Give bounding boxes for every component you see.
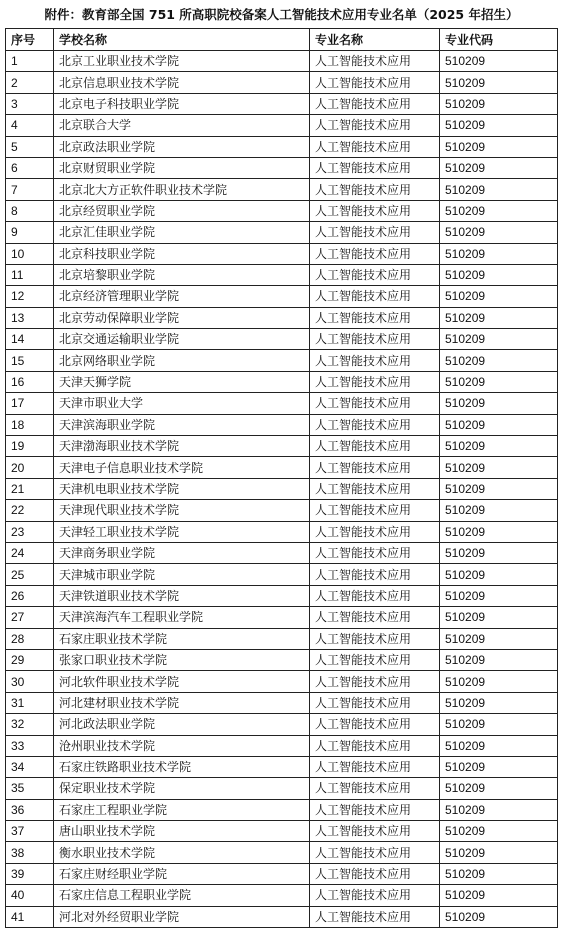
table-row: [6, 136, 558, 157]
major-name-cell: 人工智能技术应用: [310, 307, 440, 328]
major-name-cell: 人工智能技术应用: [310, 436, 440, 457]
school-name-cell: 北京信息职业技术学院: [54, 72, 310, 93]
serial-number-cell: 28: [6, 628, 54, 649]
major-code-cell: 510209: [440, 842, 558, 863]
serial-number-cell: 4: [6, 115, 54, 136]
table-row: [6, 478, 558, 499]
serial-number-cell: 40: [6, 885, 54, 906]
major-code-cell: 510209: [440, 585, 558, 606]
serial-number-cell: 26: [6, 585, 54, 606]
table-row: [6, 286, 558, 307]
major-name-cell: 人工智能技术应用: [310, 243, 440, 264]
major-code-cell: 510209: [440, 371, 558, 392]
major-name-cell: 人工智能技术应用: [310, 350, 440, 371]
table-row: [6, 51, 558, 72]
major-code-cell: 510209: [440, 778, 558, 799]
school-name-cell: 北京交通运输职业学院: [54, 329, 310, 350]
table-row: [6, 307, 558, 328]
table-row: [6, 906, 558, 927]
major-code-cell: 510209: [440, 200, 558, 221]
table-row: [6, 585, 558, 606]
major-code-cell: 510209: [440, 243, 558, 264]
school-name-cell: 天津市职业大学: [54, 393, 310, 414]
major-code-cell: 510209: [440, 436, 558, 457]
header-major-name: 专业名称: [310, 29, 440, 51]
serial-number-cell: 7: [6, 179, 54, 200]
school-name-cell: 北京工业职业技术学院: [54, 51, 310, 72]
school-name-cell: 沧州职业技术学院: [54, 735, 310, 756]
serial-number-cell: 36: [6, 799, 54, 820]
header-major-code: 专业代码: [440, 29, 558, 51]
school-name-cell: 北京培黎职业学院: [54, 264, 310, 285]
school-name-cell: 北京财贸职业学院: [54, 157, 310, 178]
major-code-cell: 510209: [440, 264, 558, 285]
school-name-cell: 天津滨海汽车工程职业学院: [54, 607, 310, 628]
serial-number-cell: 11: [6, 264, 54, 285]
school-name-cell: 天津商务职业学院: [54, 542, 310, 563]
major-name-cell: 人工智能技术应用: [310, 329, 440, 350]
serial-number-cell: 10: [6, 243, 54, 264]
table-row: [6, 200, 558, 221]
school-name-cell: 河北建材职业技术学院: [54, 692, 310, 713]
school-name-cell: 河北政法职业学院: [54, 714, 310, 735]
major-name-cell: 人工智能技术应用: [310, 72, 440, 93]
major-name-cell: 人工智能技术应用: [310, 93, 440, 114]
table-row: [6, 821, 558, 842]
serial-number-cell: 2: [6, 72, 54, 93]
major-code-cell: 510209: [440, 414, 558, 435]
major-name-cell: 人工智能技术应用: [310, 393, 440, 414]
school-name-cell: 天津机电职业技术学院: [54, 478, 310, 499]
major-name-cell: 人工智能技术应用: [310, 842, 440, 863]
major-code-cell: 510209: [440, 393, 558, 414]
school-name-cell: 石家庄工程职业学院: [54, 799, 310, 820]
major-name-cell: 人工智能技术应用: [310, 607, 440, 628]
table-row: [6, 692, 558, 713]
major-name-cell: 人工智能技术应用: [310, 179, 440, 200]
school-name-cell: 河北软件职业技术学院: [54, 671, 310, 692]
serial-number-cell: 31: [6, 692, 54, 713]
table-row: [6, 72, 558, 93]
serial-number-cell: 17: [6, 393, 54, 414]
major-code-cell: 510209: [440, 756, 558, 777]
serial-number-cell: 16: [6, 371, 54, 392]
serial-number-cell: 32: [6, 714, 54, 735]
school-name-cell: 北京北大方正软件职业技术学院: [54, 179, 310, 200]
table-row: [6, 500, 558, 521]
serial-number-cell: 27: [6, 607, 54, 628]
school-name-cell: 石家庄职业技术学院: [54, 628, 310, 649]
serial-number-cell: 35: [6, 778, 54, 799]
major-code-cell: 510209: [440, 457, 558, 478]
serial-number-cell: 18: [6, 414, 54, 435]
major-code-cell: 510209: [440, 821, 558, 842]
serial-number-cell: 29: [6, 649, 54, 670]
school-name-cell: 天津电子信息职业技术学院: [54, 457, 310, 478]
major-code-cell: 510209: [440, 179, 558, 200]
table-row: [6, 115, 558, 136]
major-code-cell: 510209: [440, 222, 558, 243]
serial-number-cell: 39: [6, 863, 54, 884]
school-name-cell: 石家庄铁路职业技术学院: [54, 756, 310, 777]
major-name-cell: 人工智能技术应用: [310, 885, 440, 906]
major-code-cell: 510209: [440, 286, 558, 307]
table-row: [6, 799, 558, 820]
serial-number-cell: 34: [6, 756, 54, 777]
serial-number-cell: 21: [6, 478, 54, 499]
serial-number-cell: 38: [6, 842, 54, 863]
major-name-cell: 人工智能技术应用: [310, 585, 440, 606]
table-row: [6, 842, 558, 863]
serial-number-cell: 37: [6, 821, 54, 842]
major-name-cell: 人工智能技术应用: [310, 735, 440, 756]
table-row: [6, 628, 558, 649]
major-name-cell: 人工智能技术应用: [310, 222, 440, 243]
table-row: [6, 157, 558, 178]
major-code-cell: 510209: [440, 885, 558, 906]
major-code-cell: 510209: [440, 329, 558, 350]
major-name-cell: 人工智能技术应用: [310, 478, 440, 499]
table-row: [6, 714, 558, 735]
major-name-cell: 人工智能技术应用: [310, 692, 440, 713]
school-name-cell: 北京电子科技职业学院: [54, 93, 310, 114]
school-name-cell: 北京科技职业学院: [54, 243, 310, 264]
major-code-cell: 510209: [440, 714, 558, 735]
major-name-cell: 人工智能技术应用: [310, 521, 440, 542]
school-name-cell: 北京劳动保障职业学院: [54, 307, 310, 328]
document-title: 附件：教育部全国 751 所高职院校备案人工智能技术应用专业名单（2025 年招生）: [44, 7, 519, 22]
major-code-cell: 510209: [440, 735, 558, 756]
table-row: [6, 756, 558, 777]
table-row: [6, 414, 558, 435]
major-code-cell: 510209: [440, 72, 558, 93]
major-code-cell: 510209: [440, 863, 558, 884]
major-name-cell: 人工智能技术应用: [310, 264, 440, 285]
serial-number-cell: 41: [6, 906, 54, 927]
major-code-cell: 510209: [440, 671, 558, 692]
major-code-cell: 510209: [440, 136, 558, 157]
table-row: [6, 393, 558, 414]
school-name-cell: 北京政法职业学院: [54, 136, 310, 157]
table-row: [6, 222, 558, 243]
major-name-cell: 人工智能技术应用: [310, 371, 440, 392]
major-name-cell: 人工智能技术应用: [310, 414, 440, 435]
table-row: [6, 542, 558, 563]
major-code-cell: 510209: [440, 649, 558, 670]
major-code-cell: 510209: [440, 500, 558, 521]
header-school-name: 学校名称: [54, 29, 310, 51]
serial-number-cell: 30: [6, 671, 54, 692]
school-name-cell: 北京经贸职业学院: [54, 200, 310, 221]
school-name-cell: 北京汇佳职业学院: [54, 222, 310, 243]
major-name-cell: 人工智能技术应用: [310, 500, 440, 521]
serial-number-cell: 20: [6, 457, 54, 478]
serial-number-cell: 6: [6, 157, 54, 178]
table-row: [6, 778, 558, 799]
major-name-cell: 人工智能技术应用: [310, 906, 440, 927]
major-name-cell: 人工智能技术应用: [310, 756, 440, 777]
major-code-cell: 510209: [440, 628, 558, 649]
major-name-cell: 人工智能技术应用: [310, 714, 440, 735]
serial-number-cell: 19: [6, 436, 54, 457]
table-row: [6, 607, 558, 628]
table-row: [6, 329, 558, 350]
table-row: [6, 436, 558, 457]
major-name-cell: 人工智能技术应用: [310, 799, 440, 820]
major-name-cell: 人工智能技术应用: [310, 564, 440, 585]
table-row: [6, 863, 558, 884]
serial-number-cell: 3: [6, 93, 54, 114]
major-code-cell: 510209: [440, 93, 558, 114]
table-row: [6, 179, 558, 200]
serial-number-cell: 15: [6, 350, 54, 371]
major-name-cell: 人工智能技术应用: [310, 200, 440, 221]
table-row: [6, 521, 558, 542]
major-code-cell: 510209: [440, 350, 558, 371]
school-name-cell: 张家口职业技术学院: [54, 649, 310, 670]
school-name-cell: 天津现代职业技术学院: [54, 500, 310, 521]
school-name-cell: 石家庄信息工程职业学院: [54, 885, 310, 906]
serial-number-cell: 13: [6, 307, 54, 328]
serial-number-cell: 12: [6, 286, 54, 307]
school-name-cell: 北京联合大学: [54, 115, 310, 136]
school-roster-table: [5, 28, 558, 928]
school-name-cell: 河北对外经贸职业学院: [54, 906, 310, 927]
serial-number-cell: 33: [6, 735, 54, 756]
serial-number-cell: 8: [6, 200, 54, 221]
major-name-cell: 人工智能技术应用: [310, 286, 440, 307]
major-name-cell: 人工智能技术应用: [310, 649, 440, 670]
school-name-cell: 唐山职业技术学院: [54, 821, 310, 842]
major-name-cell: 人工智能技术应用: [310, 115, 440, 136]
major-name-cell: 人工智能技术应用: [310, 671, 440, 692]
table-row: [6, 350, 558, 371]
serial-number-cell: 9: [6, 222, 54, 243]
major-code-cell: 510209: [440, 478, 558, 499]
serial-number-cell: 22: [6, 500, 54, 521]
table-row: [6, 735, 558, 756]
school-name-cell: 衡水职业技术学院: [54, 842, 310, 863]
header-serial-number: 序号: [6, 29, 54, 51]
table-row: [6, 93, 558, 114]
major-name-cell: 人工智能技术应用: [310, 457, 440, 478]
major-name-cell: 人工智能技术应用: [310, 778, 440, 799]
table-body: [6, 51, 558, 928]
school-name-cell: 天津城市职业学院: [54, 564, 310, 585]
major-name-cell: 人工智能技术应用: [310, 542, 440, 563]
table-row: [6, 264, 558, 285]
serial-number-cell: 14: [6, 329, 54, 350]
table-row: [6, 564, 558, 585]
major-code-cell: 510209: [440, 115, 558, 136]
major-code-cell: 510209: [440, 542, 558, 563]
table-row: [6, 671, 558, 692]
table-row: [6, 885, 558, 906]
major-code-cell: 510209: [440, 521, 558, 542]
major-code-cell: 510209: [440, 51, 558, 72]
major-code-cell: 510209: [440, 157, 558, 178]
serial-number-cell: 5: [6, 136, 54, 157]
school-name-cell: 天津滨海职业学院: [54, 414, 310, 435]
table-row: [6, 457, 558, 478]
school-name-cell: 石家庄财经职业学院: [54, 863, 310, 884]
school-name-cell: 天津天狮学院: [54, 371, 310, 392]
table-header-row: [6, 29, 558, 51]
school-name-cell: 天津渤海职业技术学院: [54, 436, 310, 457]
major-name-cell: 人工智能技术应用: [310, 157, 440, 178]
serial-number-cell: 1: [6, 51, 54, 72]
table-row: [6, 243, 558, 264]
school-name-cell: 天津铁道职业技术学院: [54, 585, 310, 606]
serial-number-cell: 25: [6, 564, 54, 585]
table-row: [6, 371, 558, 392]
school-name-cell: 北京网络职业学院: [54, 350, 310, 371]
school-name-cell: 北京经济管理职业学院: [54, 286, 310, 307]
school-name-cell: 天津轻工职业技术学院: [54, 521, 310, 542]
major-name-cell: 人工智能技术应用: [310, 628, 440, 649]
major-name-cell: 人工智能技术应用: [310, 821, 440, 842]
major-name-cell: 人工智能技术应用: [310, 136, 440, 157]
major-code-cell: 510209: [440, 564, 558, 585]
major-code-cell: 510209: [440, 906, 558, 927]
major-code-cell: 510209: [440, 692, 558, 713]
major-code-cell: 510209: [440, 307, 558, 328]
school-name-cell: 保定职业技术学院: [54, 778, 310, 799]
major-name-cell: 人工智能技术应用: [310, 51, 440, 72]
serial-number-cell: 23: [6, 521, 54, 542]
serial-number-cell: 24: [6, 542, 54, 563]
major-code-cell: 510209: [440, 799, 558, 820]
major-code-cell: 510209: [440, 607, 558, 628]
major-name-cell: 人工智能技术应用: [310, 863, 440, 884]
table-row: [6, 649, 558, 670]
